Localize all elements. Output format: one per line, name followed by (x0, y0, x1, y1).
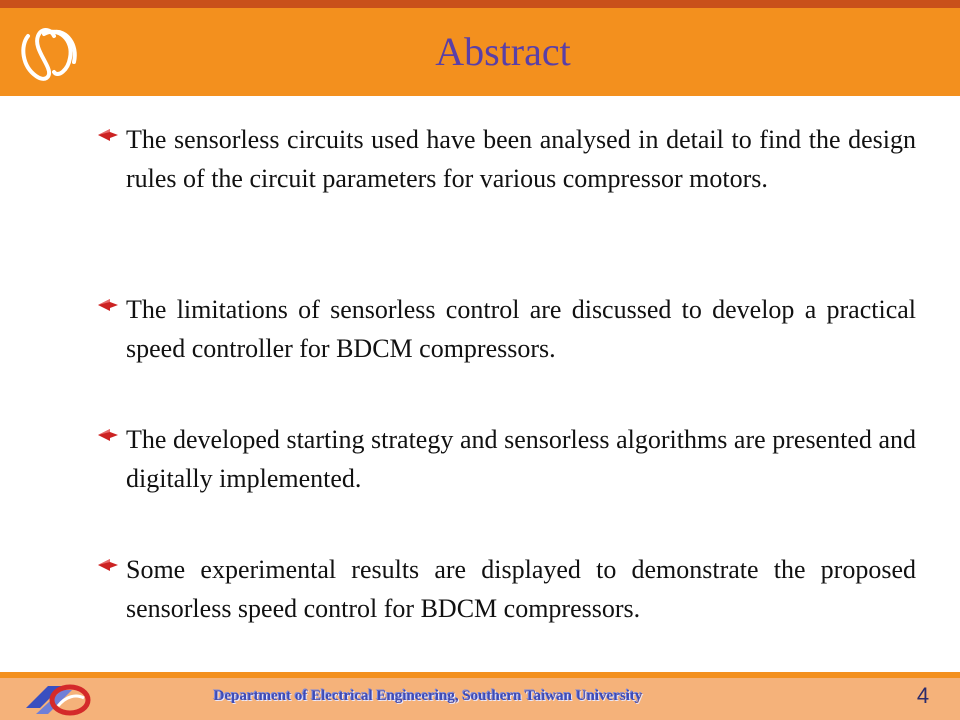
arrow-right-icon (96, 296, 120, 314)
footer-department-text: Department of Electrical Engineering, Southern Taiwan University (213, 688, 643, 704)
top-stripe (0, 0, 960, 8)
slide-title: Abstract (435, 29, 571, 74)
bullet-text: The developed starting strategy and sensorless algorithms are presented and digitally implemented. (126, 425, 916, 493)
arrow-right-icon (96, 556, 120, 574)
arrow-right-icon (96, 126, 120, 144)
page-number: 4 (916, 683, 930, 708)
bullet-text: The sensorless circuits used have been analysed in detail to find the design rules of the circuit parameters for various compressor motors. (126, 125, 916, 193)
bullet-text: Some experimental results are displayed to demonstrate the proposed sensorless speed control for BDCM compressors. (126, 555, 916, 623)
arrow-right-icon (96, 426, 120, 444)
footer-stripe (0, 672, 960, 678)
bullet-text: The limitations of sensorless control are discussed to develop a practical speed controller for BDCM compressors. (126, 295, 916, 363)
